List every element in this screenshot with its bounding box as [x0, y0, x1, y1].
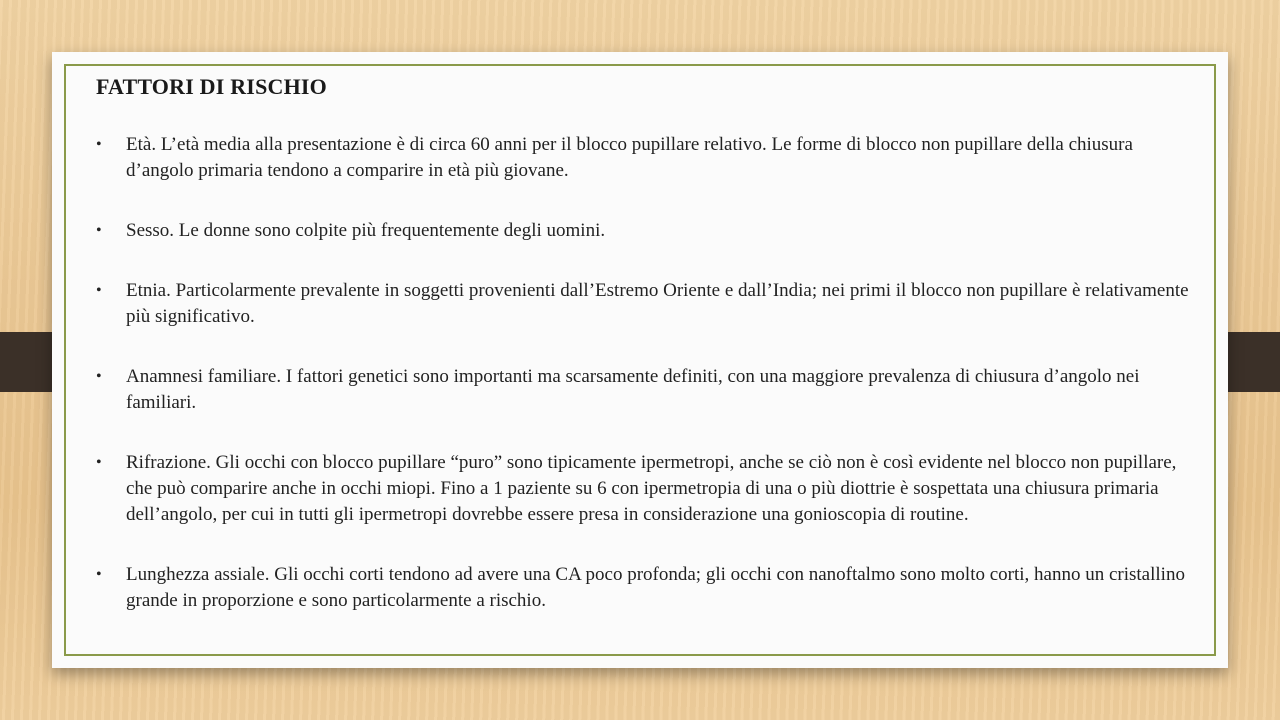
bullet-icon: •	[96, 368, 102, 385]
bullet-icon: •	[96, 136, 102, 153]
bullet-icon: •	[96, 454, 102, 471]
bullet-text: Etnia. Particolarmente prevalente in soggetti provenienti dall’Estremo Oriente e dall’India; nei primi il blocco non pupillare è relativamente più significativo.	[126, 280, 1189, 327]
bullet-icon: •	[96, 566, 102, 583]
bullet-text: Anamnesi familiare. I fattori genetici sono importanti ma scarsamente definiti, con una maggiore prevalenza di chiusura d’angolo nei familiari.	[126, 366, 1140, 413]
slide-card	[52, 52, 1228, 668]
bullet-text: Età. L’età media alla presentazione è di circa 60 anni per il blocco pupillare relativo. Le forme di blocco non pupillare della chiusura d’angolo primaria tendono a comparire in età più giovane.	[126, 134, 1133, 181]
bullet-item-eta	[96, 132, 1196, 184]
bullet-item-etnia	[96, 278, 1196, 330]
bullet-item-lunghezza	[96, 562, 1196, 614]
bullet-text: Lunghezza assiale. Gli occhi corti tendono ad avere una CA poco profonda; gli occhi con nanoftalmo sono molto corti, hanno un cristallino grande in proporzione e sono particolarmente a rischio.	[126, 564, 1185, 611]
bullet-text: Rifrazione. Gli occhi con blocco pupillare “puro” sono tipicamente ipermetropi, anche se ciò non è così evidente nel blocco non pupillare, che può comparire anche in occhi miopi. Fino a 1 paziente su 6 con ipermetropia di una o più diottrie è sospettata una chiusura primaria dell’angolo, per cui in tutti gli ipermetropi dovrebbe essere presa in considerazione una gonioscopia di routine.	[126, 452, 1177, 525]
bullet-item-rifrazione	[96, 450, 1196, 528]
bullet-icon: •	[96, 282, 102, 299]
bullet-list	[96, 132, 1196, 614]
bullet-item-sesso	[96, 218, 1196, 244]
bullet-item-anamnesi	[96, 364, 1196, 416]
bullet-text: Sesso. Le donne sono colpite più frequentemente degli uomini.	[126, 220, 606, 241]
bullet-icon: •	[96, 222, 102, 239]
slide-title: FATTORI DI RISCHIO	[96, 74, 327, 99]
